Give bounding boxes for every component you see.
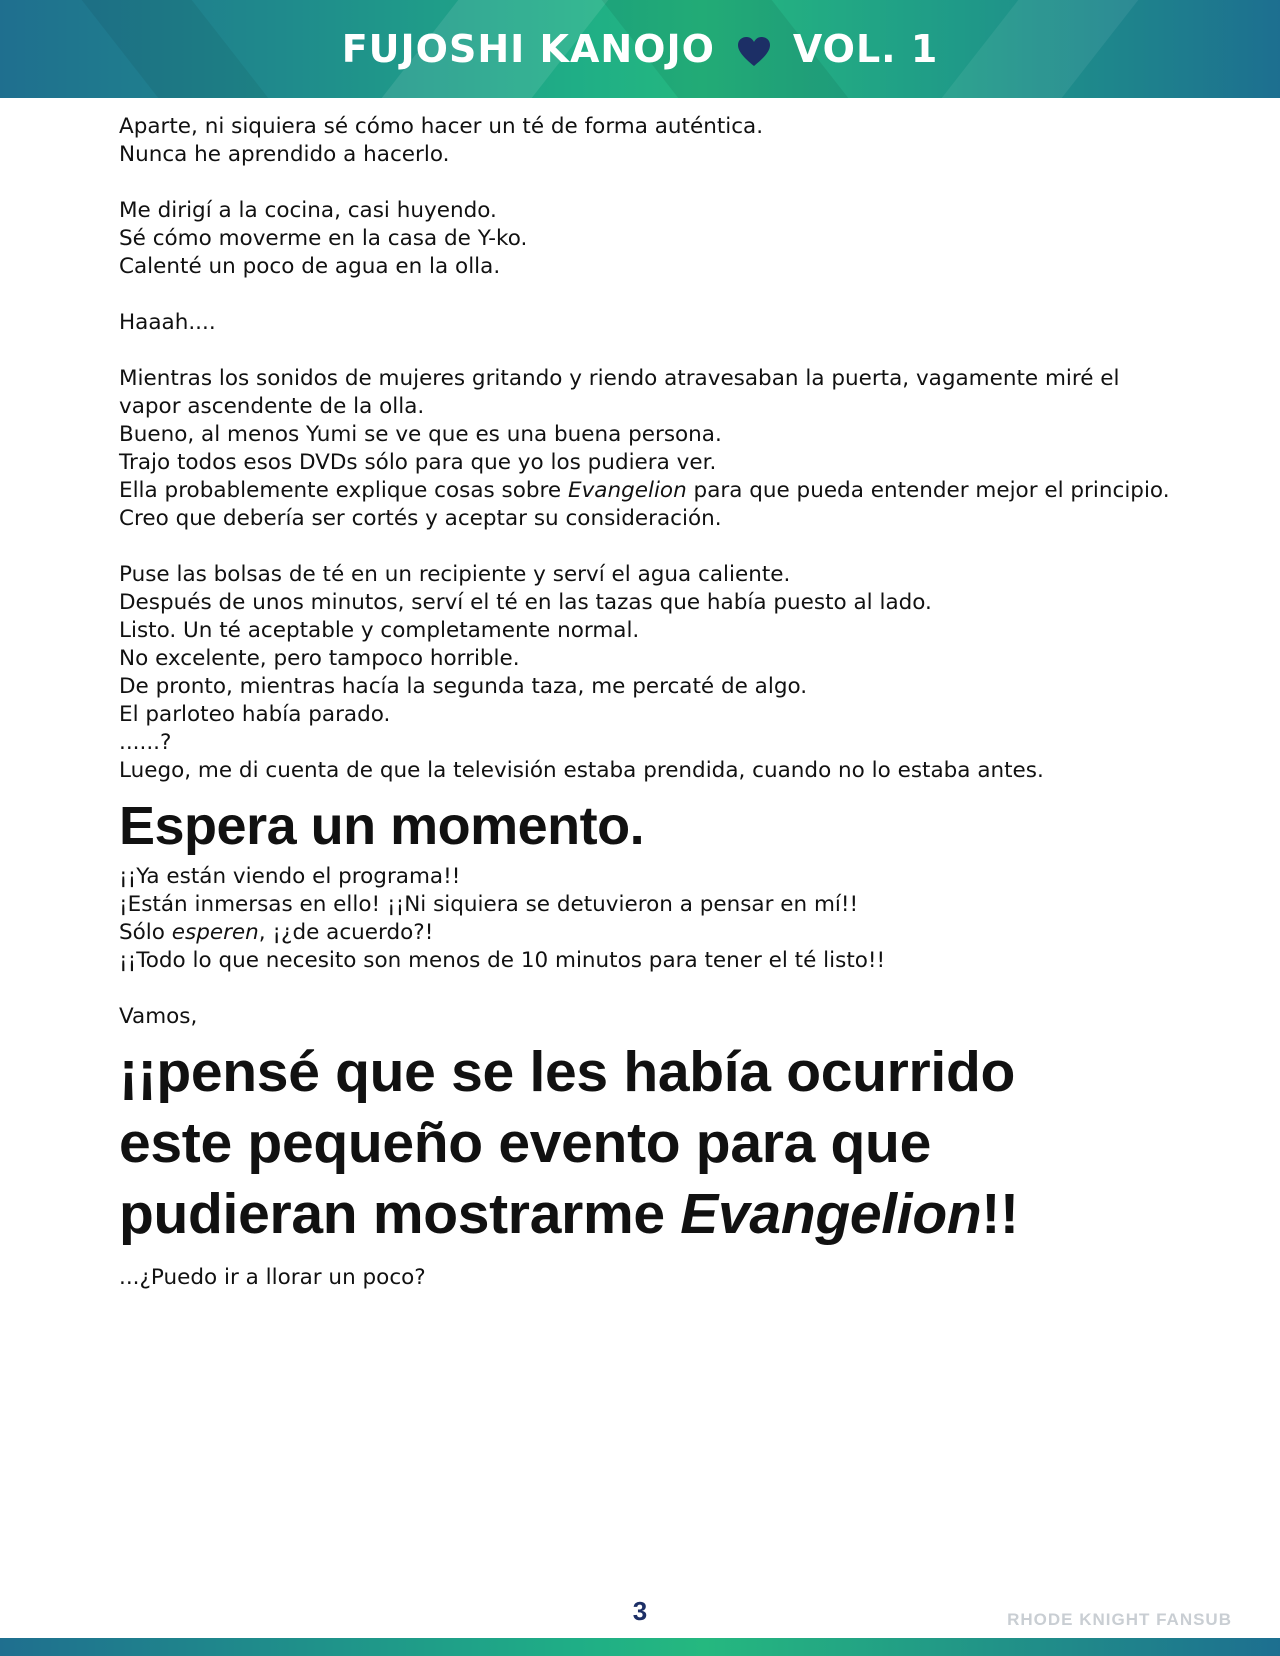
emphasis-line: ¡¡pensé que se les había ocurrido [119,1040,1016,1104]
paragraph: Creo que debería ser cortés y aceptar su consideración. [119,506,722,531]
paragraph: Después de unos minutos, serví el té en las tazas que había puesto al lado. [119,590,932,615]
paragraph [119,477,1179,505]
paragraph: ¡¡Ya están viendo el programa!! [119,864,461,889]
book-title [0,0,1280,98]
paragraph: Sé cómo moverme en la casa de Y-ko. [119,226,528,251]
header-banner [0,0,1280,98]
paragraph: Vamos, [119,1004,198,1029]
title-volume: VOL. 1 [792,27,939,71]
paragraph: Calenté un poco de agua en la olla. [119,254,501,279]
paragraph [119,919,1179,947]
emphasis-block [119,1037,1179,1250]
title-emphasis: Evangelion [568,478,687,503]
text-run: !! [981,1182,1019,1246]
paragraph: Mientras los sonidos de mujeres gritando y riendo atravesaban la puerta, vagamente miré el vapor ascendente de la olla. [119,366,1120,419]
paragraph: Haaah.... [119,310,216,335]
paragraph: ......? [119,730,172,755]
fansub-credit: RHODE KNIGHT FANSUB [1007,1610,1232,1629]
paragraph: ¡¡Todo lo que necesito son menos de 10 minutos para tener el té listo!! [119,948,886,973]
text-run: , ¡¿de acuerdo?! [258,920,434,945]
emphasis-line: este pequeño evento para que [119,1111,931,1175]
text-run: para que pueda entender mejor el principio. [686,478,1170,503]
footer-bar [0,1638,1280,1656]
text-run: Ella probablemente explique cosas sobre [119,478,568,503]
title-series: FUJOSHI KANOJO [341,27,715,71]
paragraph: Bueno, al menos Yumi se ve que es una buena persona. [119,422,722,447]
emphasis-line [119,1179,1179,1250]
heart-icon [737,33,771,65]
paragraph: Luego, me di cuenta de que la televisión estaba prendida, cuando no lo estaba antes. [119,758,1044,783]
title-emphasis: Evangelion [680,1182,982,1246]
text-run: Sólo [119,920,172,945]
word-emphasis: esperen [171,920,259,945]
paragraph: Me dirigí a la cocina, casi huyendo. [119,198,497,223]
paragraph: Puse las bolsas de té en un recipiente y serví el agua caliente. [119,562,791,587]
page-body [119,113,1179,1292]
paragraph: Listo. Un té aceptable y completamente normal. [119,618,640,643]
paragraph: Trajo todos esos DVDs sólo para que yo los pudiera ver. [119,450,717,475]
paragraph: Nunca he aprendido a hacerlo. [119,142,450,167]
paragraph: El parloteo había parado. [119,702,391,727]
page-number: 3 [632,1596,648,1626]
emphasis-heading: Espera un momento. [119,796,645,856]
paragraph: ¡Están inmersas en ello! ¡¡Ni siquiera se detuvieron a pensar en mí!! [119,892,859,917]
paragraph: Aparte, ni siquiera sé cómo hacer un té de forma auténtica. [119,114,764,139]
paragraph: No excelente, pero tampoco horrible. [119,646,520,671]
paragraph: ...¿Puedo ir a llorar un poco? [119,1265,426,1290]
paragraph: De pronto, mientras hacía la segunda taza, me percaté de algo. [119,674,808,699]
text-run: pudieran mostrarme [119,1182,681,1246]
